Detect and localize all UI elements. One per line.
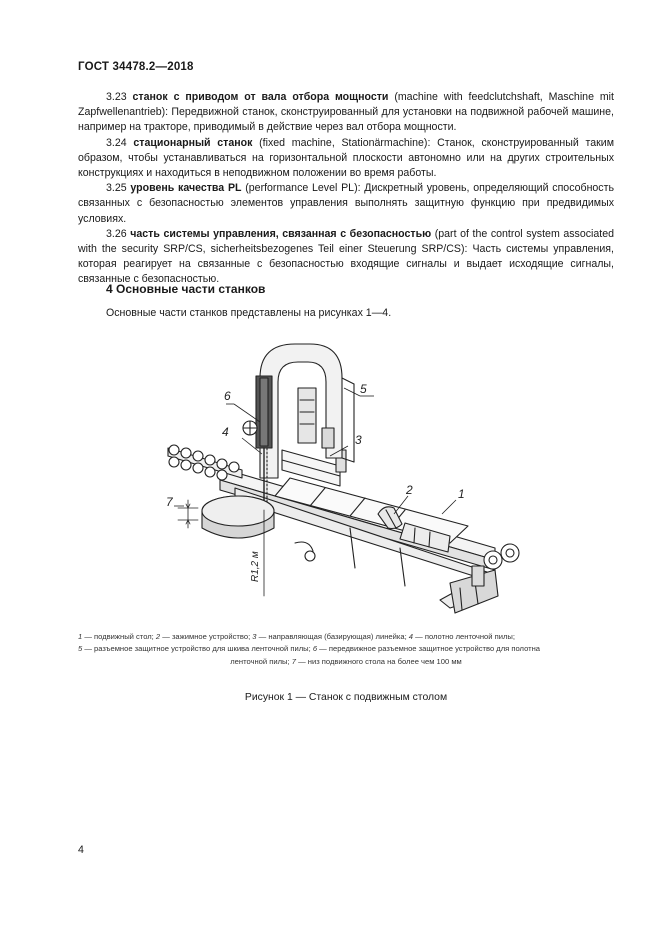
legend-line-2: 5 — разъемное защитное устройство для шкива ленточной пилы; 6 — передвижное разъемное защитное устройство для полотна (78, 644, 541, 654)
blade-guard (243, 376, 272, 448)
figure-caption: Рисунок 1 — Станок с подвижным столом (244, 692, 448, 703)
section-title: 4 Основные части станков (106, 282, 266, 296)
legend-line-3: ленточной пилы; 7 — низ подвижного стола на более чем 100 мм (230, 656, 462, 666)
term: станок с приводом от вала отбора мощности (132, 91, 389, 103)
definition-3-23: 3.23 станок с приводом от вала отбора мощности (machine with feedclutchshaft, Maschine mit Zapfwellenantrieb): Передвижной станок, сконструированный для установки на подвижной рабочей машине, например на тракторе, приводимый в действие через вал отбора мощности. (78, 91, 614, 134)
feed-rollers (168, 445, 242, 480)
callout-4: 4 (222, 425, 229, 439)
callout-7: 7 (166, 495, 173, 509)
base-rail (220, 468, 498, 613)
callout-1: 1 (458, 487, 465, 501)
callout-5: 5 (360, 382, 367, 396)
radius-label: R1,2 м (250, 551, 261, 582)
callout-3: 3 (355, 433, 362, 447)
term: стационарный станок (133, 136, 253, 149)
definition-3-24: 3.24 стационарный станок (fixed machine, Stationärmachine): Станок, сконструированный таким образом, чтобы устанавливаться на горизонтальной плоскости автономно или на других строительных конструкциях и находиться в неподвижном положении во время работы. (78, 136, 614, 180)
term: часть системы управления, связанная с безопасностью (130, 227, 432, 240)
machine-drawing (150, 338, 530, 628)
document-header: ГОСТ 34478.2—2018 (78, 61, 194, 73)
callout-2: 2 (406, 483, 413, 497)
figure-legend (78, 631, 614, 668)
legend-line-1: 1 — подвижный стол; 2 — зажимное устройство; 3 — направляющая (базирующая) линейка; 4 — полотно ленточной пилы; (78, 632, 515, 641)
callout-6: 6 (224, 389, 231, 403)
term: уровень качества PL (130, 182, 242, 195)
definition-3-26: 3.26 часть системы управления, связанная с безопасностью (part of the control system associated with the security SRP/CS, sicherheitsbezogenes Teil einer Steuerung SRP/CS): Часть системы управления, которая реагирует на связанные с безопасностью входящие сигналы и выдает исходящие сигналы, связанные с безопасностью. (78, 227, 614, 286)
definitions-block (78, 90, 614, 288)
page-number: 4 (78, 844, 84, 856)
definition-3-25: 3.25 уровень качества PL (performance Level PL): Дискретный уровень, определяющий способность связанных с безопасностью элементов управления выполнять защитную функцию при предвидимых условиях. (78, 182, 614, 225)
height-dimension (178, 500, 198, 528)
section-intro: Основные части станков представлены на рисунках 1—4. (106, 307, 392, 319)
